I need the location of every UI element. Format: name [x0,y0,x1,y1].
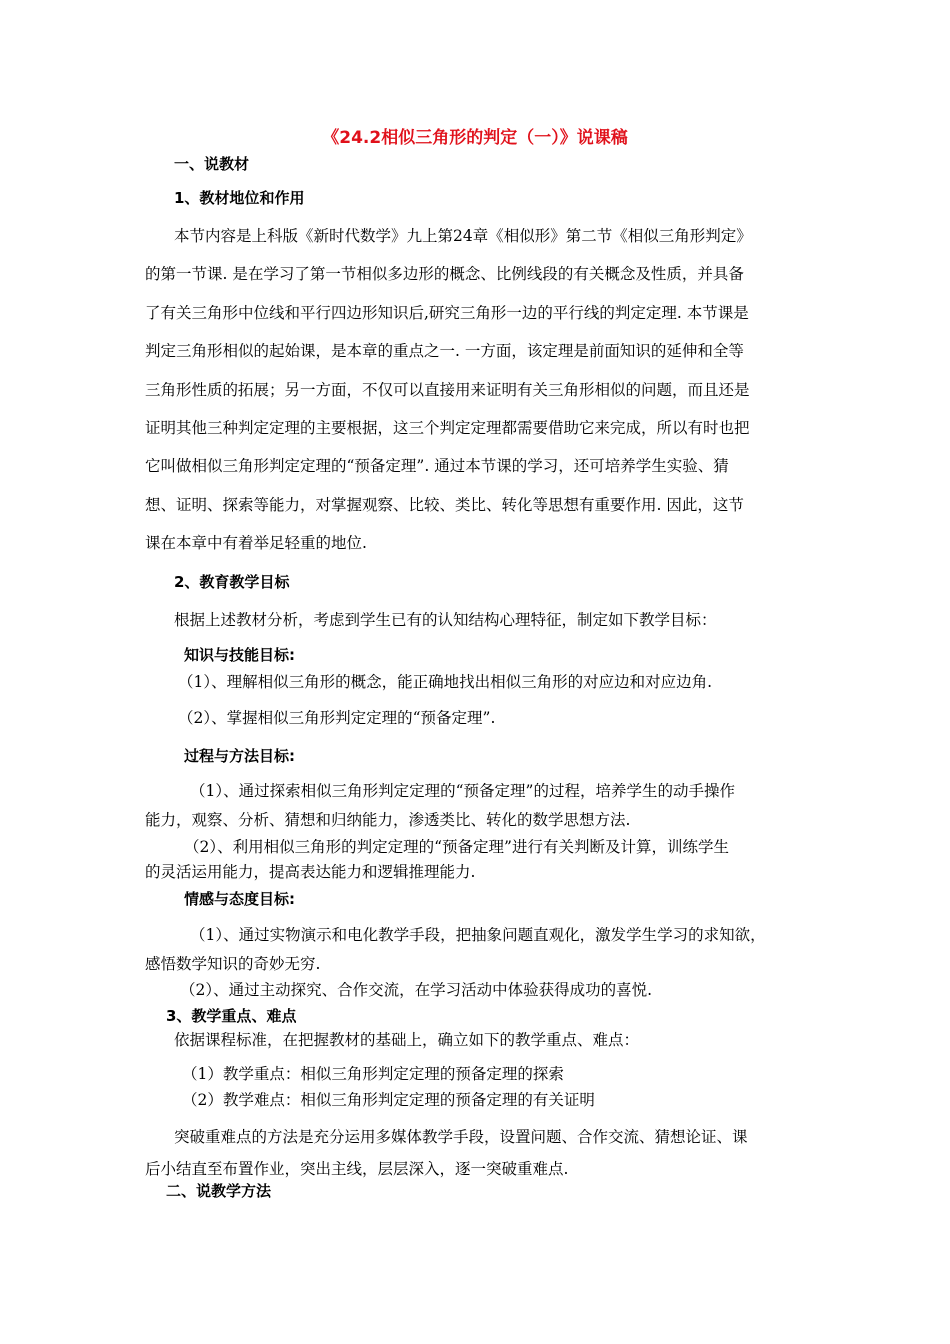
goal-heading-emotion: 情感与态度目标: [184,890,295,908]
paragraph-line: 它叫做相似三角形判定定理的“预备定理”. 通过本节课的学习，还可培养学生实验、猜 [145,457,729,475]
goal-item: 的灵活运用能力，提高表达能力和逻辑推理能力. [145,863,476,881]
goal-heading-knowledge: 知识与技能目标: [184,646,295,664]
goal-item: （1）、理解相似三角形的概念，能正确地找出相似三角形的对应边和对应边角. [178,673,713,691]
goal-item: 能力，观察、分析、猜想和归纳能力，渗透类比、转化的数学思想方法. [145,811,631,829]
key-point-item: （2）教学难点：相似三角形判定定理的预备定理的有关证明 [182,1091,595,1109]
paragraph-line: 本节内容是上科版《新时代数学》九上第24章《相似形》第二节《相似三角形判定》 [174,227,752,245]
key-point-item: （1）教学重点：相似三角形判定定理的预备定理的探索 [182,1065,564,1083]
subsection-heading-2: 2、教育教学目标 [174,573,290,591]
paragraph-line: 后小结直至布置作业，突出主线，层层深入，逐一突破重难点. [145,1160,569,1178]
paragraph-line: 判定三角形相似的起始课，是本章的重点之一. 一方面，该定理是前面知识的延伸和全等 [145,342,744,360]
subsection-heading-1: 1、教材地位和作用 [174,189,305,207]
subsection-heading-3: 3、教学重点、难点 [166,1007,297,1025]
section-heading-2: 二、说教学方法 [166,1182,272,1200]
paragraph-line: 想、证明、探索等能力，对掌握观察、比较、类比、转化等思想有重要作用. 因此，这节 [145,496,744,514]
paragraph-line: 依据课程标准，在把握教材的基础上，确立如下的教学重点、难点： [174,1031,640,1049]
goal-item: （2）、掌握相似三角形判定定理的“预备定理”. [178,709,496,727]
paragraph-line: 突破重难点的方法是充分运用多媒体教学手段，设置问题、合作交流、猜想论证、课 [174,1128,748,1146]
paragraph-line: 了有关三角形中位线和平行四边形知识后,研究三角形一边的平行线的判定定理. 本节课是 [145,304,749,322]
paragraph-line: 课在本章中有着举足轻重的地位. [145,534,367,552]
goal-item: （2）、利用相似三角形的判定定理的“预备定理”进行有关判断及计算，训练学生 [184,838,729,856]
paragraph-line: 证明其他三种判定定理的主要根据，这三个判定定理都需要借助它来完成，所以有时也把 [145,419,750,437]
document-title: 《24.2相似三角形的判定（一）》说课稿 [322,128,628,148]
paragraph-line: 三角形性质的拓展；另一方面，不仅可以直接用来证明有关三角形相似的问题，而且还是 [145,381,750,399]
goal-item: （1）、通过实物演示和电化教学手段，把抽象问题直观化，激发学生学习的求知欲， [190,926,766,944]
goal-item: （1）、通过探索相似三角形判定定理的“预备定理”的过程，培养学生的动手操作 [190,782,735,800]
section-heading-1: 一、说教材 [174,155,250,173]
goal-item: （2）、通过主动探究、合作交流，在学习活动中体验获得成功的喜悦. [180,981,653,999]
goal-heading-process: 过程与方法目标: [184,747,295,765]
goal-item: 感悟数学知识的奇妙无穷. [145,955,321,973]
paragraph-line: 的第一节课. 是在学习了第一节相似多边形的概念、比例线段的有关概念及性质，并具备 [145,265,744,283]
paragraph-line: 根据上述教材分析，考虑到学生已有的认知结构心理特征，制定如下教学目标： [174,611,717,629]
